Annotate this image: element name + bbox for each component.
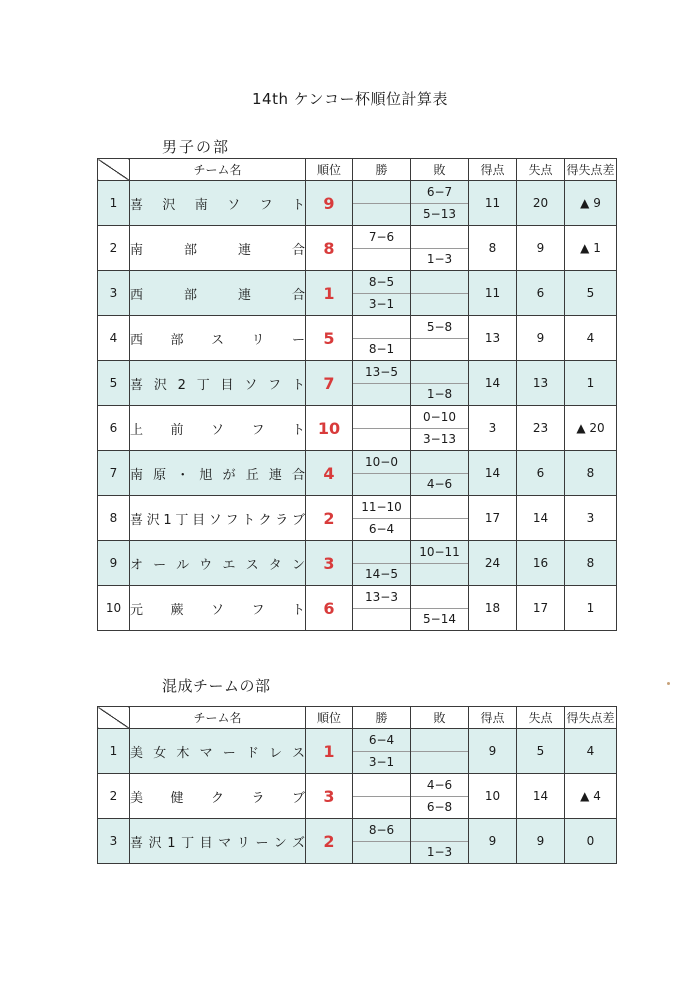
win-results-bottom [353,609,410,631]
header-diff: 得失点差 [565,707,617,729]
row-number: 8 [98,496,130,541]
table-header-row [98,159,617,181]
team-name: 元蕨ソフト [130,586,306,631]
mixed-section-title: 混成チームの部 [162,677,271,695]
rank-value: 1 [306,271,353,316]
points-scored: 14 [469,451,517,496]
win-results-top: 8−5 [353,271,410,294]
header-loss: 敗 [411,159,469,181]
point-difference: ▲ 1 [565,226,617,271]
win-results [353,541,411,586]
win-results [353,451,411,496]
row-number: 4 [98,316,130,361]
rank-value: 8 [306,226,353,271]
table-row [98,451,617,496]
header-loss: 敗 [411,707,469,729]
rank-value: 6 [306,586,353,631]
win-results-bottom [353,249,410,271]
point-difference: ▲ 9 [565,181,617,226]
points-conceded: 14 [517,496,565,541]
points-scored: 24 [469,541,517,586]
win-results [353,271,411,316]
loss-results [411,316,469,361]
win-results-top [353,181,410,204]
point-difference: ▲ 20 [565,406,617,451]
loss-results-bottom: 5−14 [423,612,456,627]
win-results-top: 11−10 [353,496,410,519]
points-scored: 17 [469,496,517,541]
points-scored: 14 [469,361,517,406]
loss-results-bottom [411,339,468,361]
points-conceded: 17 [517,586,565,631]
loss-results-bottom: 1−3 [426,252,453,267]
table-row [98,406,617,451]
header-rank: 順位 [306,159,353,181]
points-conceded: 9 [517,316,565,361]
win-results-top [353,406,410,429]
row-number: 9 [98,541,130,586]
win-results [353,316,411,361]
loss-results [411,451,469,496]
win-results-top: 7−6 [353,226,410,249]
table-row [98,819,617,864]
table-row [98,316,617,361]
win-results-top: 8−6 [353,819,410,842]
loss-results-bottom [411,752,468,774]
points-scored: 3 [469,406,517,451]
rank-value: 1 [306,729,353,774]
team-name: 美健クラブ [130,774,306,819]
win-results-bottom: 8−1 [368,342,395,357]
loss-results [411,819,469,864]
loss-results [411,586,469,631]
point-difference: 8 [565,541,617,586]
points-scored: 18 [469,586,517,631]
table-row [98,729,617,774]
row-number: 2 [98,226,130,271]
team-name: 喜沢1丁目ソフトクラブ [130,496,306,541]
loss-results-bottom: 6−8 [426,800,453,815]
point-difference: 8 [565,451,617,496]
win-results-top [353,774,410,797]
corner-cell [98,707,130,729]
points-conceded: 9 [517,819,565,864]
header-rank: 順位 [306,707,353,729]
win-results-bottom [353,797,410,819]
win-results [353,586,411,631]
rank-value: 9 [306,181,353,226]
win-results-bottom [353,384,410,406]
loss-results-top [411,819,468,842]
row-number: 2 [98,774,130,819]
rank-value: 7 [306,361,353,406]
win-results [353,181,411,226]
points-scored: 8 [469,226,517,271]
points-conceded: 9 [517,226,565,271]
mens-section-title: 男子の部 [162,138,231,156]
point-difference: 1 [565,586,617,631]
win-results-bottom [353,474,410,496]
win-results [353,496,411,541]
win-results-top: 13−5 [353,361,410,384]
mixed-standings-table [97,706,617,864]
loss-results-bottom: 3−13 [423,432,456,447]
table-row [98,541,617,586]
win-results-top: 6−4 [353,729,410,752]
loss-results-bottom [411,294,468,316]
loss-results-top: 10−11 [411,541,468,564]
team-name: 南部連合 [130,226,306,271]
table-row [98,586,617,631]
row-number: 10 [98,586,130,631]
point-difference: 5 [565,271,617,316]
team-name: 喜沢南ソフト [130,181,306,226]
loss-results-bottom [411,564,468,586]
rank-value: 4 [306,451,353,496]
loss-results [411,774,469,819]
loss-results [411,226,469,271]
loss-results-top: 6−7 [411,181,468,204]
loss-results [411,271,469,316]
loss-results-bottom: 1−3 [426,845,453,860]
rank-value: 3 [306,541,353,586]
header-scored: 得点 [469,159,517,181]
rank-value: 10 [306,406,353,451]
win-results [353,729,411,774]
win-results-bottom: 3−1 [368,755,395,770]
point-difference: 4 [565,729,617,774]
loss-results-top: 0−10 [411,406,468,429]
points-scored: 10 [469,774,517,819]
loss-results [411,541,469,586]
points-conceded: 23 [517,406,565,451]
row-number: 7 [98,451,130,496]
points-scored: 11 [469,181,517,226]
loss-results-bottom: 5−13 [423,207,456,222]
win-results-top: 13−3 [353,586,410,609]
points-conceded: 16 [517,541,565,586]
team-name: 上前ソフト [130,406,306,451]
table-row [98,226,617,271]
row-number: 3 [98,271,130,316]
team-name: 西部スリー [130,316,306,361]
table-row [98,774,617,819]
header-conceded: 失点 [517,159,565,181]
loss-results-top [411,361,468,384]
points-conceded: 6 [517,271,565,316]
point-difference: 3 [565,496,617,541]
header-team: チーム名 [130,707,306,729]
points-conceded: 20 [517,181,565,226]
team-name: 南原・旭が丘連合 [130,451,306,496]
points-conceded: 6 [517,451,565,496]
team-name: 西部連合 [130,271,306,316]
win-results-top: 10−0 [353,451,410,474]
point-difference: ▲ 4 [565,774,617,819]
header-scored: 得点 [469,707,517,729]
point-difference: 4 [565,316,617,361]
loss-results [411,496,469,541]
header-win: 勝 [353,159,411,181]
header-team: チーム名 [130,159,306,181]
table-row [98,181,617,226]
page-title: 14th ケンコー杯順位計算表 [252,90,448,108]
win-results-top [353,316,410,339]
loss-results [411,361,469,406]
win-results-top [353,541,410,564]
loss-results-bottom: 4−6 [426,477,453,492]
win-results-bottom: 3−1 [368,297,395,312]
loss-results-bottom: 1−8 [426,387,453,402]
points-scored: 13 [469,316,517,361]
rank-value: 2 [306,819,353,864]
table-row [98,271,617,316]
paper-speck [667,682,670,685]
win-results [353,774,411,819]
loss-results-top: 4−6 [411,774,468,797]
header-win: 勝 [353,707,411,729]
loss-results-top [411,271,468,294]
loss-results [411,181,469,226]
loss-results-bottom [411,519,468,541]
loss-results [411,406,469,451]
row-number: 5 [98,361,130,406]
rank-value: 3 [306,774,353,819]
table-row [98,361,617,406]
loss-results-top [411,451,468,474]
rank-value: 5 [306,316,353,361]
header-diff: 得失点差 [565,159,617,181]
loss-results-top [411,226,468,249]
row-number: 1 [98,729,130,774]
win-results-bottom [353,842,410,864]
mens-standings-table [97,158,617,631]
header-conceded: 失点 [517,707,565,729]
points-conceded: 14 [517,774,565,819]
table-row [98,496,617,541]
row-number: 3 [98,819,130,864]
win-results [353,819,411,864]
team-name: 美女木マードレス [130,729,306,774]
point-difference: 0 [565,819,617,864]
row-number: 6 [98,406,130,451]
team-name: 喜沢2丁目ソフト [130,361,306,406]
points-scored: 9 [469,729,517,774]
points-scored: 11 [469,271,517,316]
win-results-bottom [353,429,410,451]
win-results-bottom: 6−4 [368,522,395,537]
points-conceded: 13 [517,361,565,406]
win-results [353,361,411,406]
rank-value: 2 [306,496,353,541]
table-header-row [98,707,617,729]
loss-results-top [411,729,468,752]
corner-cell [98,159,130,181]
team-name: 喜沢1丁目マリーンズ [130,819,306,864]
win-results [353,406,411,451]
win-results-bottom [353,204,410,226]
row-number: 1 [98,181,130,226]
loss-results-top [411,496,468,519]
loss-results-top [411,586,468,609]
loss-results [411,729,469,774]
win-results-bottom: 14−5 [365,567,398,582]
points-scored: 9 [469,819,517,864]
team-name: オールウエスタン [130,541,306,586]
loss-results-top: 5−8 [411,316,468,339]
point-difference: 1 [565,361,617,406]
win-results [353,226,411,271]
points-conceded: 5 [517,729,565,774]
